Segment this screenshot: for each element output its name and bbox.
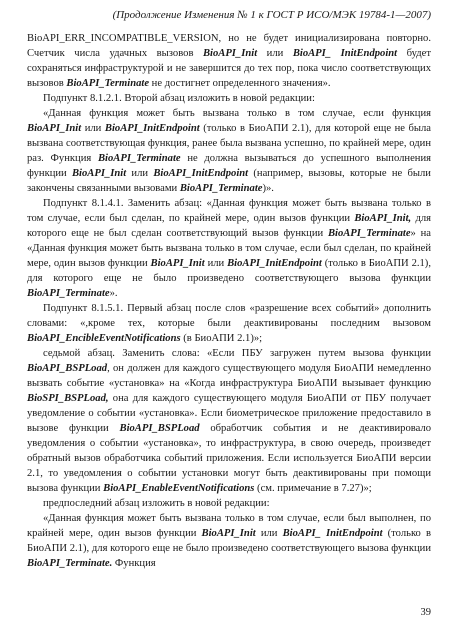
text-run: «Данная функция может быть вызвана только в том случае, если был выполнен, по крайней мере, один вызов функции [27, 513, 431, 539]
paragraph [27, 196, 431, 301]
paragraph [27, 496, 431, 511]
function-name: BioSPI_BSPLoad, [27, 393, 109, 404]
paragraph [27, 511, 431, 571]
text-run: или [255, 528, 283, 539]
function-name: BioAPI_Init [150, 258, 205, 269]
function-name: BioAPI_Init, [354, 213, 412, 224]
paragraph [27, 301, 431, 346]
text-run: для которого еще не был сделан соответствующий вызов функции [27, 213, 431, 239]
function-name: BioAPI_Terminate [327, 228, 411, 239]
text-run: Функция [112, 558, 156, 569]
function-name: BioAPI_EnableEventNotifications [103, 483, 255, 494]
function-name: BioAPI_Init [27, 123, 82, 134]
text-run: седьмой абзац. Заменить слова: «Если ПБУ загружен путем вызова функции [43, 348, 431, 359]
text-run: предпоследний абзац изложить в новой редакции: [43, 498, 270, 509]
text-run: (только в БиоАПИ 2.1), для которой еще не была вызвана соответствующая функция, ранее была вызвана успешно, по крайней мере, один раз. Функция [27, 123, 431, 164]
text-run: Подпункт 8.1.2.1. Второй абзац изложить в новой редакции: [43, 93, 315, 104]
text-run: она для каждого существующего модуля БиоАПИ от ПБУ получает уведомление о событии «установка». Если биометрическое приложение предоставило в вызове функции [27, 393, 431, 434]
body-text [27, 31, 431, 571]
text-run: (см. примечание в 7.27)»; [254, 483, 372, 494]
function-name: BioAPI_ InitEndpoint [292, 48, 398, 59]
text-run: )». [262, 183, 274, 194]
text-run: » на «Данная функция может быть вызвана только в том случае, если был сделан, по крайней мере, один вызов функции [27, 228, 431, 269]
text-run: или [204, 258, 228, 269]
function-name: BioAPI_Terminate [97, 153, 181, 164]
text-run: обработчик события и не деактивировало уведомления о событии «установка», то инфраструктура, в свою очередь, произведет обратный вызов обработчика событий приложения. Если используется БиоАПИ версии 2.1, то уведомления о событии установки могут быть деактивированы при помощи вызова функции [27, 423, 432, 494]
paragraph [27, 346, 431, 496]
text-run: не должна вызываться до успешного выполнения функции [27, 153, 431, 179]
text-run: (в БиоАПИ 2.1)»; [180, 333, 263, 344]
page-number: 39 [420, 607, 431, 618]
paragraph [27, 106, 431, 196]
text-run: BioAPI_ERR_INCOMPATIBLE_VERSION, но не будет инициализирована повторно. Счетчик числа удачных вызовов [27, 33, 431, 59]
paragraph [27, 91, 431, 106]
text-run: , он должен для каждого существующего модуля БиоАПИ немедленно вызвать событие «установка» на «Когда инфраструктура БиоАПИ вызывает функцию [27, 363, 431, 389]
text-run: не достигнет определенного значения». [149, 78, 331, 89]
text-run: ». [109, 288, 118, 299]
paragraph [27, 31, 431, 91]
text-run: (только в БиоАПИ 2.1), для которого еще не было произведено соответствующего вызова функции [27, 258, 431, 284]
function-name: BioAPI_InitEndpoint [104, 123, 200, 134]
function-name: BioAPI_Init [71, 168, 127, 179]
function-name: BioAPI_EncibleEventNotifications [27, 333, 181, 344]
function-name: BioAPI_Init [202, 48, 258, 59]
function-name: BioAPI_InitEndpoint [227, 258, 322, 269]
text-run: «Данная функция может быть вызвана только в том случае, если функция [43, 108, 431, 119]
text-run: Подпункт 8.1.4.1. Заменить абзац: «Данная функция может быть вызвана только в том случае, если был сделан, по крайней мере, один вызов функции [27, 198, 431, 224]
function-name: BioAPI_Terminate [66, 78, 150, 89]
text-run: или [81, 123, 105, 134]
function-name: BioAPI_Terminate. [27, 558, 113, 569]
function-name: BioAPI_InitEndpoint [153, 168, 249, 179]
running-header: (Продолжение Изменения № 1 к ГОСТ Р ИСО/МЭК 19784-1—2007) [112, 9, 431, 21]
text-run: (например, вызовы, которые не были закончены связанными вызовами [27, 168, 431, 194]
function-name: BioAPI_BSPLoad [27, 363, 108, 374]
function-name: BioAPI_Init [201, 528, 256, 539]
text-run: или [257, 48, 293, 59]
text-run: или [126, 168, 154, 179]
function-name: BioAPI_Terminate [179, 183, 263, 194]
function-name: BioAPI_BSPLoad [119, 423, 200, 434]
text-run: Подпункт 8.1.5.1. Первый абзац после слов «разрешение всех событий» дополнить словами: «,кроме тех, которые были деактивированы последним вызовом [27, 303, 431, 329]
function-name: BioAPI_ InitEndpoint [282, 528, 383, 539]
text-run: будет сохраняться инфраструктурой и не завершится до тех пор, пока число соответствующих вызовов [27, 48, 431, 89]
text-run: (только в БиоАПИ 2.1), для которого еще не было произведено соответствующего вызова функции [27, 528, 431, 554]
function-name: BioAPI_Terminate [27, 288, 110, 299]
document-page [27, 8, 431, 622]
